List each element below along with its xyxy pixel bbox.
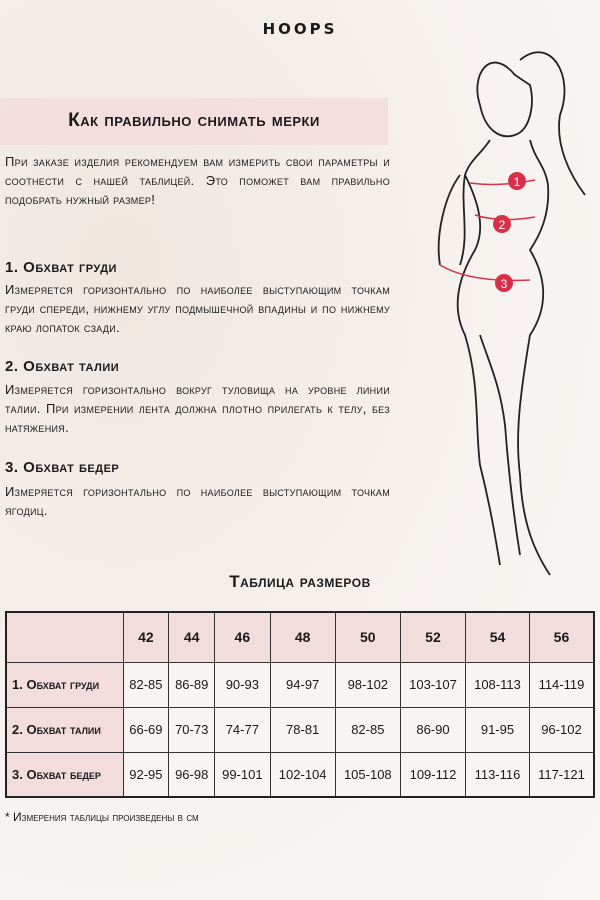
cell: 78-81 [270, 707, 335, 752]
size-header: 42 [123, 612, 169, 662]
marker-2 [493, 215, 511, 233]
brand-logo: HOOPS [262, 20, 338, 38]
size-header: 48 [270, 612, 335, 662]
cell: 98-102 [335, 662, 400, 707]
marker-1 [508, 172, 526, 190]
body-figure-illustration [420, 35, 600, 595]
cell: 96-102 [529, 707, 594, 752]
size-header: 46 [215, 612, 270, 662]
svg-text:2: 2 [498, 218, 506, 232]
section-heading: 3. Обхват бедер [5, 459, 120, 476]
svg-text:1: 1 [513, 175, 521, 189]
cell: 102-104 [270, 752, 335, 797]
table-title: Таблица размеров [229, 572, 371, 591]
cell: 113-116 [466, 752, 530, 797]
cell: 108-113 [466, 662, 530, 707]
cell: 66-69 [123, 707, 169, 752]
cell: 90-93 [215, 662, 270, 707]
size-header: 50 [335, 612, 400, 662]
cell: 103-107 [400, 662, 465, 707]
section-text: Измеряется горизонтально вокруг туловища на уровне линии талии. При измерении лента должна плотно прилегать к телу, без натяжения. [5, 382, 390, 435]
row-label: 1. Обхват груди [6, 662, 123, 707]
intro-text: При заказе изделия рекомендуем вам измерить свои параметры и соотнести с нашей таблицей. Это поможет вам правильно подобрать нужный размер! [5, 154, 390, 207]
cell: 86-89 [169, 662, 215, 707]
table-row [6, 752, 594, 797]
cell: 86-90 [400, 707, 465, 752]
corner-cell [6, 612, 123, 662]
cell: 70-73 [169, 707, 215, 752]
footnote: * Измерения таблицы произведены в см [5, 810, 199, 824]
svg-text:3: 3 [500, 277, 508, 291]
size-header: 52 [400, 612, 465, 662]
section-heading: 1. Обхват груди [5, 259, 117, 276]
section-heading: 2. Обхват талии [5, 358, 120, 375]
cell: 99-101 [215, 752, 270, 797]
cell: 105-108 [335, 752, 400, 797]
cell: 82-85 [123, 662, 169, 707]
marker-3 [495, 274, 513, 292]
table-row [6, 662, 594, 707]
cell: 74-77 [215, 707, 270, 752]
row-label: 2. Обхват талии [6, 707, 123, 752]
cell: 94-97 [270, 662, 335, 707]
size-header: 56 [529, 612, 594, 662]
table-header-row [6, 612, 594, 662]
cell: 114-119 [529, 662, 594, 707]
size-table [5, 611, 595, 798]
cell: 92-95 [123, 752, 169, 797]
size-header: 44 [169, 612, 215, 662]
section-text: Измеряется горизонтально по наиболее выступающим точкам ягодиц. [5, 484, 390, 518]
row-label: 3. Обхват бедер [6, 752, 123, 797]
cell: 82-85 [335, 707, 400, 752]
page-title: Как правильно снимать мерки [68, 110, 320, 131]
table-row [6, 707, 594, 752]
size-header: 54 [466, 612, 530, 662]
cell: 96-98 [169, 752, 215, 797]
section-text: Измеряется горизонтально по наиболее выступающим точкам груди спереди, нижнему углу подмышечной впадины и по нижнему краю лопаток сзади. [5, 282, 390, 335]
cell: 117-121 [529, 752, 594, 797]
cell: 109-112 [400, 752, 465, 797]
cell: 91-95 [466, 707, 530, 752]
